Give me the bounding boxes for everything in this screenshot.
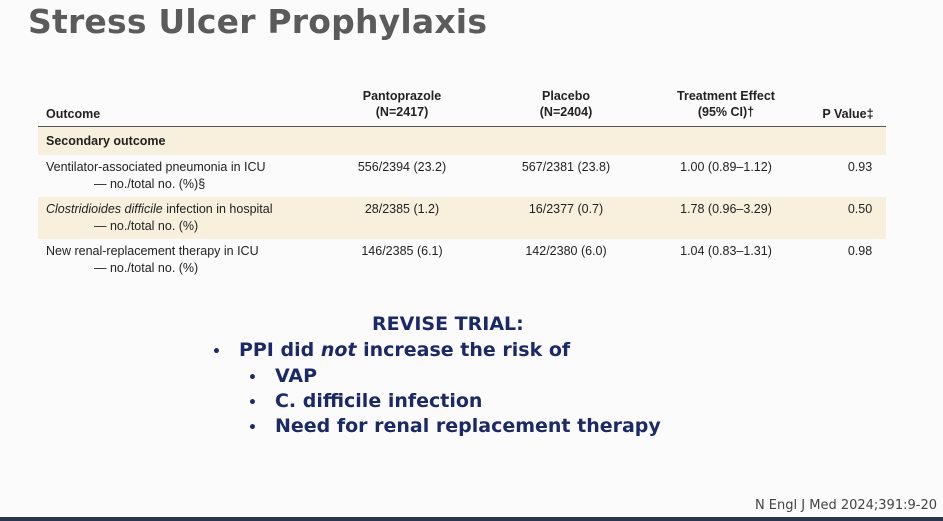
cell-effect: 1.78 (0.96–3.29) [680,202,772,216]
cell-pvalue: 0.98 [847,244,873,258]
cell-placebo: 567/2381 (23.8) [521,160,611,174]
cell-effect: 1.04 (0.83–1.31) [680,244,772,258]
header-placebo [482,88,650,120]
cell-pantoprazole: 28/2385 (1.2) [364,202,440,216]
cell-pantoprazole: 146/2385 (6.1) [361,244,443,258]
row-label-main: infection in hospital [162,202,273,216]
bullet-text-post: increase the risk of [356,339,571,361]
table-header [38,88,886,127]
bullet-dot: • [212,344,221,360]
header-pantoprazole [318,88,486,120]
row-label [46,159,266,193]
row-label-sub: — no./total no. (%)§ [94,177,206,191]
header-outcome: Outcome [46,107,101,121]
header-pantoprazole-name: Pantoprazole [362,89,442,103]
cell-pantoprazole: 556/2394 (23.2) [357,160,447,174]
table-row [38,197,886,239]
row-label [46,243,259,277]
summary-heading: REVISE TRIAL: [372,313,524,335]
bullet-dot: • [248,395,257,411]
row-label-italic: Clostridioides difficile [46,202,163,216]
summary-sub-bullet [248,365,317,387]
header-pvalue: P Value‡ [822,107,874,121]
row-label-sub: — no./total no. (%) [94,219,199,233]
cell-placebo: 142/2380 (6.0) [525,244,607,258]
cell-pvalue: 0.50 [847,202,873,216]
table-row [38,239,886,281]
header-effect-ci: (95% CI)† [697,105,755,119]
header-pantoprazole-n: (N=2417) [375,105,429,119]
cell-pvalue: 0.93 [847,160,873,174]
results-table [38,88,886,281]
row-label-main: New renal-replacement therapy in ICU [46,244,259,258]
sub-bullet-text: VAP [274,365,317,387]
slide-title: Stress Ulcer Prophylaxis [28,2,488,41]
header-placebo-n: (N=2404) [539,105,593,119]
summary-sub-bullet [248,415,661,437]
header-effect [650,88,802,120]
bullet-text-pre: PPI did [238,339,321,361]
header-effect-name: Treatment Effect [677,89,775,103]
cell-placebo: 16/2377 (0.7) [528,202,604,216]
cell-effect: 1.00 (0.89–1.12) [680,160,772,174]
header-placebo-name: Placebo [542,89,590,103]
bottom-divider [0,517,943,521]
row-label-sub: — no./total no. (%) [94,261,199,275]
summary-sub-bullet [248,390,482,412]
row-label-main: Ventilator-associated pneumonia in ICU [46,160,266,174]
sub-bullet-text: C. difficile infection [274,390,483,412]
section-secondary-outcome: Secondary outcome [38,127,886,155]
sub-bullet-text: Need for renal replacement therapy [274,415,661,437]
bullet-dot: • [248,420,257,436]
table-row [38,155,886,197]
summary-bullet [212,339,570,361]
bullet-dot: • [248,370,257,386]
row-label [46,201,273,235]
bullet-text-emphasis: not [320,339,357,361]
citation: N Engl J Med 2024;391:9-20 [754,498,937,513]
